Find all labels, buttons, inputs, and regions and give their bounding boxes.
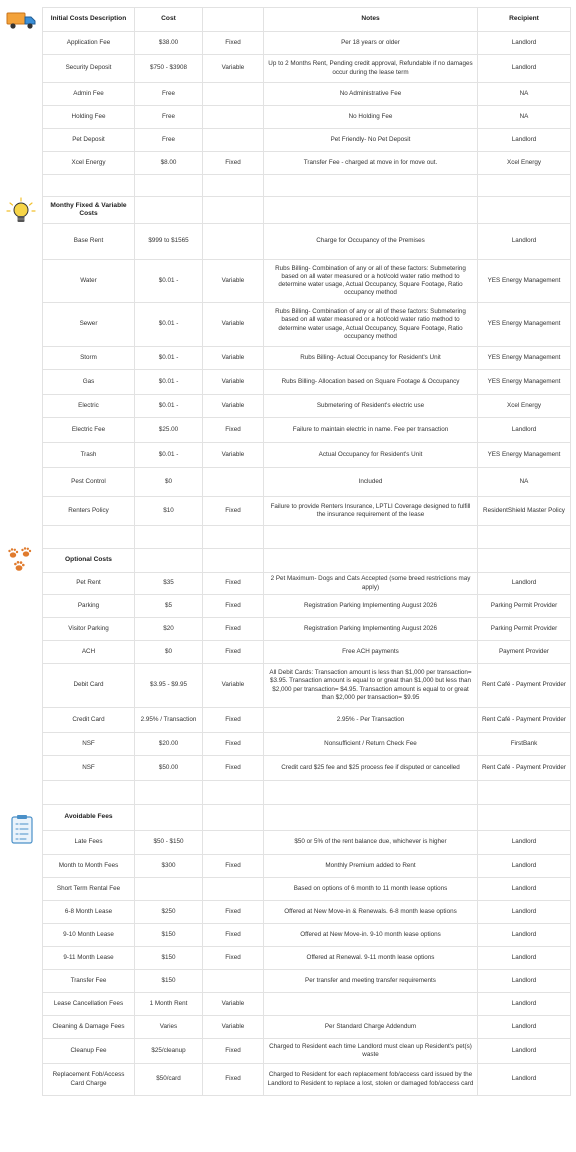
empty-cell — [478, 781, 571, 805]
notes-cell: Rubs Billing- Combination of any or all of these factors: Submetering based on all water measured or a hot/cold water ratio method to determine water usage, Actual Occupancy, Square Footage, Ratio occupancy method — [264, 303, 478, 347]
cost-cell: $0.01 - — [135, 303, 203, 347]
empty-cell — [43, 175, 135, 197]
notes-cell: Rubs Billing- Actual Occupancy for Resident's Unit — [264, 347, 478, 370]
notes-cell: Credit card $25 fee and $25 process fee if disputed or cancelled — [264, 756, 478, 781]
description-cell: 9-11 Month Lease — [43, 947, 135, 970]
notes-cell: Charge for Occupancy of the Premises — [264, 224, 478, 260]
empty-cell — [135, 781, 203, 805]
notes-cell: Monthly Premium added to Rent — [264, 855, 478, 878]
type-cell — [203, 878, 264, 901]
table-row — [43, 1016, 571, 1039]
truck-icon — [6, 11, 36, 31]
cost-cell: $0.01 - — [135, 260, 203, 303]
notes-cell: Registration Parking Implementing August 2026 — [264, 618, 478, 641]
notes-cell: 2.95% - Per Transaction — [264, 708, 478, 733]
type-cell: Fixed — [203, 641, 264, 664]
description-cell: Xcel Energy — [43, 152, 135, 175]
recipient-cell: YES Energy Management — [478, 303, 571, 347]
description-cell: Month to Month Fees — [43, 855, 135, 878]
section-title: Avoidable Fees — [43, 805, 135, 831]
cost-cell: $0.01 - — [135, 395, 203, 418]
description-cell: 9-10 Month Lease — [43, 924, 135, 947]
table-row — [43, 106, 571, 129]
description-cell: Gas — [43, 370, 135, 395]
cost-cell: $150 — [135, 947, 203, 970]
description-cell: Pet Rent — [43, 573, 135, 595]
type-cell: Fixed — [203, 708, 264, 733]
cost-cell: Free — [135, 83, 203, 106]
type-cell: Variable — [203, 443, 264, 468]
description-cell: Pest Control — [43, 468, 135, 497]
notes-cell: Actual Occupancy for Resident's Unit — [264, 443, 478, 468]
type-cell — [203, 83, 264, 106]
notes-cell: Per transfer and meeting transfer requirements — [264, 970, 478, 993]
description-cell: Pet Deposit — [43, 129, 135, 152]
type-cell: Fixed — [203, 618, 264, 641]
description-cell: Short Term Rental Fee — [43, 878, 135, 901]
table-row — [43, 83, 571, 106]
recipient-cell: Landlord — [478, 993, 571, 1016]
type-cell: Fixed — [203, 733, 264, 756]
description-cell: Sewer — [43, 303, 135, 347]
type-cell — [203, 106, 264, 129]
recipient-cell: YES Energy Management — [478, 260, 571, 303]
recipient-cell: NA — [478, 468, 571, 497]
table-row — [43, 468, 571, 497]
table-row — [43, 573, 571, 595]
empty-cell — [264, 781, 478, 805]
empty-cell — [478, 805, 571, 831]
description-cell: 6-8 Month Lease — [43, 901, 135, 924]
notes-cell: No Administrative Fee — [264, 83, 478, 106]
table-row — [43, 756, 571, 781]
cost-cell: $35 — [135, 573, 203, 595]
cost-cell: $25.00 — [135, 418, 203, 443]
notes-cell: Included — [264, 468, 478, 497]
header-recipient: Recipient — [478, 8, 571, 32]
table-row — [43, 970, 571, 993]
table-row — [43, 347, 571, 370]
description-cell: Cleaning & Damage Fees — [43, 1016, 135, 1039]
header-notes: Notes — [264, 8, 478, 32]
notes-cell: Per 18 years or older — [264, 32, 478, 55]
recipient-cell: YES Energy Management — [478, 443, 571, 468]
type-cell: Fixed — [203, 418, 264, 443]
recipient-cell: YES Energy Management — [478, 370, 571, 395]
notes-cell: Up to 2 Months Rent, Pending credit approval, Refundable if no damages occur during the lease term — [264, 55, 478, 83]
cost-cell: $999 to $1565 — [135, 224, 203, 260]
empty-cell — [264, 549, 478, 573]
empty-cell — [264, 175, 478, 197]
recipient-cell: YES Energy Management — [478, 347, 571, 370]
table-row — [43, 901, 571, 924]
header-cost: Cost — [135, 8, 203, 32]
notes-cell: Charged to Resident each time Landlord must clean up Resident's pet(s) waste — [264, 1039, 478, 1064]
header-description: Initial Costs Description — [43, 8, 135, 32]
notes-cell: Registration Parking Implementing August 2026 — [264, 595, 478, 618]
recipient-cell: Landlord — [478, 831, 571, 855]
recipient-cell: Parking Permit Provider — [478, 595, 571, 618]
table-row — [43, 497, 571, 526]
table-row — [43, 129, 571, 152]
recipient-cell: Landlord — [478, 947, 571, 970]
cost-cell: $0.01 - — [135, 370, 203, 395]
empty-cell — [135, 805, 203, 831]
table-row — [43, 595, 571, 618]
empty-cell — [203, 175, 264, 197]
cost-cell: $20 — [135, 618, 203, 641]
type-cell: Fixed — [203, 1039, 264, 1064]
notes-cell: Offered at Renewal. 9-11 month lease options — [264, 947, 478, 970]
type-cell: Variable — [203, 370, 264, 395]
recipient-cell: Landlord — [478, 129, 571, 152]
type-cell: Fixed — [203, 924, 264, 947]
header-type — [203, 8, 264, 32]
table-row — [43, 924, 571, 947]
table-row — [43, 733, 571, 756]
section-header-row — [43, 805, 571, 831]
description-cell: Parking — [43, 595, 135, 618]
cost-cell: $50.00 — [135, 756, 203, 781]
type-cell — [203, 468, 264, 497]
recipient-cell: Landlord — [478, 55, 571, 83]
notes-cell: Offered at New Move-in. 9-10 month lease options — [264, 924, 478, 947]
type-cell: Fixed — [203, 1064, 264, 1096]
notes-cell: Pet Friendly- No Pet Deposit — [264, 129, 478, 152]
section-title: Monthy Fixed & Variable Costs — [43, 197, 135, 224]
cost-cell: $150 — [135, 924, 203, 947]
empty-cell — [43, 781, 135, 805]
table-row — [43, 395, 571, 418]
table-row — [43, 370, 571, 395]
type-cell: Variable — [203, 303, 264, 347]
recipient-cell: Landlord — [478, 224, 571, 260]
table-row — [43, 831, 571, 855]
notes-cell: Offered at New Move-in & Renewals. 6-8 month lease options — [264, 901, 478, 924]
type-cell: Variable — [203, 993, 264, 1016]
type-cell: Fixed — [203, 855, 264, 878]
table-row — [43, 55, 571, 83]
recipient-cell: Landlord — [478, 970, 571, 993]
cost-cell: $20.00 — [135, 733, 203, 756]
recipient-cell: NA — [478, 83, 571, 106]
table-row — [43, 664, 571, 708]
description-cell: Credit Card — [43, 708, 135, 733]
description-cell: Replacement Fob/Access Card Charge — [43, 1064, 135, 1096]
type-cell: Fixed — [203, 573, 264, 595]
description-cell: Trash — [43, 443, 135, 468]
table-row — [43, 855, 571, 878]
table-row — [43, 1064, 571, 1096]
notes-cell: Charged to Resident for each replacement fob/access card issued by the Landlord to Resident to replace a lost, stolen or damaged fob/access card — [264, 1064, 478, 1096]
type-cell — [203, 129, 264, 152]
description-cell: Transfer Fee — [43, 970, 135, 993]
cost-cell: 2.95% / Transaction — [135, 708, 203, 733]
description-cell: Electric — [43, 395, 135, 418]
lightbulb-icon — [6, 197, 36, 227]
empty-cell — [264, 805, 478, 831]
table-header-row — [43, 8, 571, 32]
table-row — [43, 641, 571, 664]
cost-cell: $250 — [135, 901, 203, 924]
description-cell: Holding Fee — [43, 106, 135, 129]
empty-cell — [135, 549, 203, 573]
cost-cell: $3.95 - $9.95 — [135, 664, 203, 708]
recipient-cell: Landlord — [478, 1016, 571, 1039]
description-cell: Lease Cancellation Fees — [43, 993, 135, 1016]
table-row — [43, 418, 571, 443]
cost-cell: $150 — [135, 970, 203, 993]
recipient-cell: Payment Provider — [478, 641, 571, 664]
cost-cell: $50/card — [135, 1064, 203, 1096]
type-cell: Fixed — [203, 152, 264, 175]
section-title: Optional Costs — [43, 549, 135, 573]
table-row — [43, 260, 571, 303]
description-cell: Application Fee — [43, 32, 135, 55]
description-cell: ACH — [43, 641, 135, 664]
cost-cell: $0.01 - — [135, 347, 203, 370]
cost-cell: Free — [135, 106, 203, 129]
cost-cell: Varies — [135, 1016, 203, 1039]
table-row — [43, 303, 571, 347]
empty-cell — [203, 549, 264, 573]
empty-cell — [478, 549, 571, 573]
type-cell: Variable — [203, 55, 264, 83]
recipient-cell: Xcel Energy — [478, 152, 571, 175]
empty-cell — [264, 197, 478, 224]
description-cell: Renters Policy — [43, 497, 135, 526]
description-cell: Visitor Parking — [43, 618, 135, 641]
empty-cell — [203, 526, 264, 549]
spacer-row — [43, 526, 571, 549]
empty-cell — [478, 526, 571, 549]
type-cell: Fixed — [203, 756, 264, 781]
type-cell — [203, 831, 264, 855]
empty-cell — [478, 197, 571, 224]
type-cell — [203, 224, 264, 260]
notes-cell: Submetering of Resident's electric use — [264, 395, 478, 418]
empty-cell — [135, 526, 203, 549]
cost-cell: Free — [135, 129, 203, 152]
notes-cell: Failure to maintain electric in name. Fee per transaction — [264, 418, 478, 443]
type-cell: Fixed — [203, 497, 264, 526]
cost-cell: $0.01 - — [135, 443, 203, 468]
notes-cell: Failure to provide Renters Insurance, LPTLI Coverage designed to fulfill the insurance requirement of the lease — [264, 497, 478, 526]
type-cell: Variable — [203, 1016, 264, 1039]
notes-cell: No Holding Fee — [264, 106, 478, 129]
cost-cell: $750 - $3908 — [135, 55, 203, 83]
type-cell: Variable — [203, 347, 264, 370]
empty-cell — [203, 197, 264, 224]
empty-cell — [135, 197, 203, 224]
recipient-cell: Landlord — [478, 924, 571, 947]
description-cell: Storm — [43, 347, 135, 370]
fee-table — [42, 7, 571, 1096]
notes-cell: Based on options of 6 month to 11 month lease options — [264, 878, 478, 901]
cost-cell: $0 — [135, 641, 203, 664]
description-cell: Admin Fee — [43, 83, 135, 106]
notes-cell: $50 or 5% of the rent balance due, whichever is higher — [264, 831, 478, 855]
recipient-cell: Landlord — [478, 573, 571, 595]
empty-cell — [264, 526, 478, 549]
cost-cell: $0 — [135, 468, 203, 497]
cost-cell — [135, 878, 203, 901]
clipboard-icon — [10, 814, 34, 844]
table-row — [43, 32, 571, 55]
notes-cell: 2 Pet Maximum- Dogs and Cats Accepted (some breed restrictions may apply) — [264, 573, 478, 595]
table-row — [43, 152, 571, 175]
cost-cell: $50 - $150 — [135, 831, 203, 855]
type-cell: Variable — [203, 260, 264, 303]
table-row — [43, 878, 571, 901]
cost-cell: $25/cleanup — [135, 1039, 203, 1064]
notes-cell — [264, 993, 478, 1016]
recipient-cell: Parking Permit Provider — [478, 618, 571, 641]
paw-prints-icon — [5, 546, 37, 574]
recipient-cell: ResidentShield Master Policy — [478, 497, 571, 526]
notes-cell: Rubs Billing- Combination of any or all of these factors: Submetering based on all water measured or a hot/cold water ratio method to determine water usage, Actual Occupancy, Square Footage, Ratio occupancy method — [264, 260, 478, 303]
description-cell: Cleanup Fee — [43, 1039, 135, 1064]
cost-cell: $8.00 — [135, 152, 203, 175]
empty-cell — [43, 526, 135, 549]
type-cell: Fixed — [203, 901, 264, 924]
recipient-cell: Xcel Energy — [478, 395, 571, 418]
cost-cell: $10 — [135, 497, 203, 526]
spacer-row — [43, 175, 571, 197]
description-cell: Base Rent — [43, 224, 135, 260]
recipient-cell: Landlord — [478, 901, 571, 924]
notes-cell: Nonsufficient / Return Check Fee — [264, 733, 478, 756]
table-row — [43, 993, 571, 1016]
section-header-row — [43, 549, 571, 573]
description-cell: Water — [43, 260, 135, 303]
recipient-cell: NA — [478, 106, 571, 129]
type-cell: Fixed — [203, 32, 264, 55]
section-header-row — [43, 197, 571, 224]
table-row — [43, 224, 571, 260]
type-cell: Fixed — [203, 947, 264, 970]
table-row — [43, 708, 571, 733]
notes-cell: Free ACH payments — [264, 641, 478, 664]
empty-cell — [478, 175, 571, 197]
empty-cell — [135, 175, 203, 197]
recipient-cell: Landlord — [478, 32, 571, 55]
recipient-cell: Landlord — [478, 418, 571, 443]
recipient-cell: Rent Café - Payment Provider — [478, 708, 571, 733]
type-cell — [203, 970, 264, 993]
table-row — [43, 947, 571, 970]
description-cell: NSF — [43, 733, 135, 756]
description-cell: Debit Card — [43, 664, 135, 708]
notes-cell: All Debit Cards: Transaction amount is less than $1,000 per transaction= $3.95. Transaction amount is equal to or great than $1,000 but less than $2,000 per transaction= $4.95. Transaction amount is equal to or great than $2,000 per transaction= $9.95 — [264, 664, 478, 708]
recipient-cell: FirstBank — [478, 733, 571, 756]
spacer-row — [43, 781, 571, 805]
recipient-cell: Landlord — [478, 1039, 571, 1064]
cost-cell: $300 — [135, 855, 203, 878]
empty-cell — [203, 781, 264, 805]
description-cell: Late Fees — [43, 831, 135, 855]
table-row — [43, 443, 571, 468]
description-cell: NSF — [43, 756, 135, 781]
description-cell: Electric Fee — [43, 418, 135, 443]
table-row — [43, 1039, 571, 1064]
type-cell: Variable — [203, 395, 264, 418]
recipient-cell: Rent Café - Payment Provider — [478, 664, 571, 708]
type-cell: Fixed — [203, 595, 264, 618]
notes-cell: Rubs Billing- Allocation based on Square Footage & Occupancy — [264, 370, 478, 395]
empty-cell — [203, 805, 264, 831]
recipient-cell: Landlord — [478, 878, 571, 901]
notes-cell: Transfer Fee - charged at move in for move out. — [264, 152, 478, 175]
cost-cell: $5 — [135, 595, 203, 618]
table-row — [43, 618, 571, 641]
notes-cell: Per Standard Charge Addendum — [264, 1016, 478, 1039]
description-cell: Security Deposit — [43, 55, 135, 83]
cost-cell: $38.00 — [135, 32, 203, 55]
recipient-cell: Rent Café - Payment Provider — [478, 756, 571, 781]
cost-cell: 1 Month Rent — [135, 993, 203, 1016]
type-cell: Variable — [203, 664, 264, 708]
recipient-cell: Landlord — [478, 1064, 571, 1096]
recipient-cell: Landlord — [478, 855, 571, 878]
